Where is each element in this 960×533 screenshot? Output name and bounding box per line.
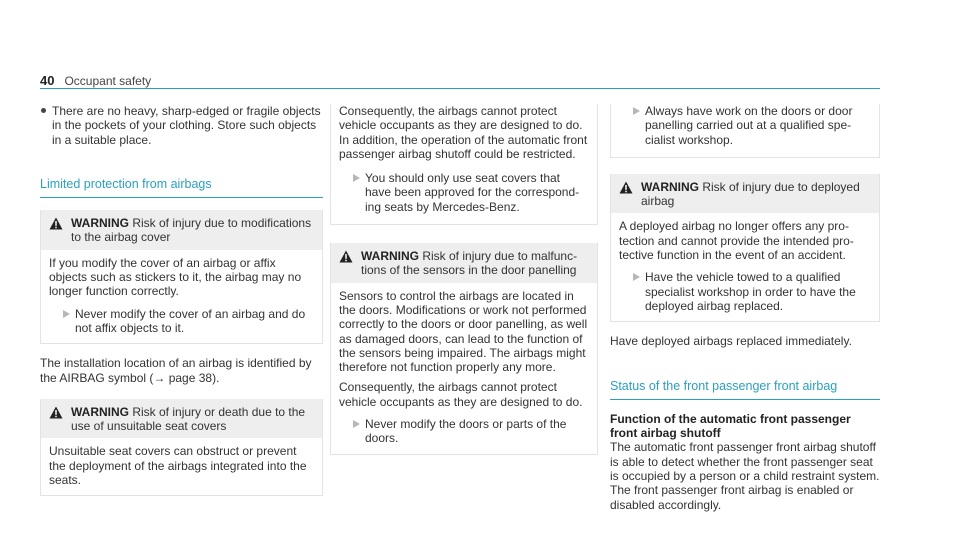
arrow-right-icon — [353, 174, 360, 182]
warning-label: WARNING — [71, 404, 129, 419]
warning-triangle-icon — [49, 217, 63, 230]
function-heading: Function of the automatic front passenger front airbag shutoff — [610, 411, 851, 441]
arrow-right-icon — [63, 310, 70, 318]
warning-label: WARNING — [71, 216, 129, 231]
bullet-text: There are no heavy, sharp-edged or fragile objects in the pockets of your clothing. Store such objects in a suitable place. — [52, 104, 321, 147]
action-text: Never modify the doors or parts of the doors. — [365, 417, 567, 446]
bullet-item — [40, 104, 323, 147]
warning-box-door-sensors — [330, 243, 598, 455]
status-heading: Status of the front passenger front airbag — [610, 379, 880, 400]
warning-body — [41, 250, 322, 343]
column-3 — [610, 104, 880, 512]
warning-box-seat-covers — [40, 399, 323, 496]
warning-text: If you modify the cover of an airbag or affix objects such as stickers to it, the airbag may no longer function correctly. — [49, 255, 302, 299]
warning-title: Risk of injury due to malfunctions of the sensors in the door panelling — [361, 249, 578, 278]
action-item — [339, 171, 589, 214]
warning-continuation — [330, 104, 598, 225]
action-item — [619, 104, 871, 147]
deployed-airbags-paragraph: Have deployed airbags replaced immediately. — [610, 334, 852, 349]
warning-box-deployed-airbag — [610, 174, 880, 322]
warning-header — [41, 399, 322, 439]
bullet-dot-icon — [41, 108, 46, 113]
action-text: Always have work on the doors or door panelling carried out at a qualified specialist workshop. — [645, 104, 853, 147]
warning-text: Consequently, the airbags cannot protect vehicle occupants as they are designed to do. — [339, 380, 583, 409]
warning-triangle-icon — [339, 250, 353, 263]
warning-triangle-icon — [619, 181, 633, 194]
page-header — [40, 74, 151, 88]
arrow-right-icon — [633, 107, 640, 115]
arrow-right-icon — [633, 273, 640, 281]
header-divider — [40, 88, 880, 89]
action-item — [339, 417, 589, 446]
warning-header — [331, 243, 597, 283]
warning-label: WARNING — [361, 249, 419, 264]
action-text: Never modify the cover of an airbag and do not affix objects to it. — [75, 306, 306, 335]
arrow-right-icon — [353, 420, 360, 428]
warning-text: A deployed airbag no longer offers any protection and cannot provide the intended protective function in the event of an accident. — [619, 219, 854, 263]
limited-protection-heading: Limited protection from airbags — [40, 177, 323, 198]
action-text: Have the vehicle towed to a qualified specialist workshop in order to have the deployed airbag replaced. — [645, 270, 856, 313]
warning-text: Unsuitable seat covers can obstruct or prevent the deployment of the airbags integrated into the seats. — [49, 444, 307, 488]
column-1 — [40, 104, 323, 496]
warning-header — [611, 174, 879, 214]
warning-header — [41, 210, 322, 250]
column-2 — [330, 104, 598, 455]
continuation-text: Consequently, the airbags cannot protect vehicle occupants as they are designed to do. In addition, the operation of the automatic front passenger airbag shutoff could be restricted. — [339, 104, 588, 161]
section-title: Occupant safety — [64, 74, 152, 88]
warning-label: WARNING — [641, 179, 699, 194]
warning-box-modifications — [40, 210, 323, 344]
warning-continuation — [610, 104, 880, 158]
warning-title: Risk of injury due to deployed airbag — [641, 179, 860, 209]
warning-text: Sensors to control the airbags are located in the doors. Modifications or work not performed correctly to the doors or door panelling, as well as damaged doors, can lead to the function of the sensors being impaired. The airbags might therefore not function properly any more. — [339, 288, 588, 375]
warning-triangle-icon — [49, 406, 63, 419]
function-body: The automatic front passenger front airbag shutoff is able to detect whether the front passenger seat is occupied by a person or a child restraint system. The front passenger front airbag is enabled or disabled accordingly. — [610, 440, 880, 512]
action-item — [619, 270, 871, 313]
install-location-paragraph: The installation location of an airbag is identified by the AIRBAG symbol (→ page 38). — [40, 356, 312, 385]
warning-body — [41, 438, 322, 495]
warning-title: Risk of injury due to modifications to the airbag cover — [71, 216, 312, 245]
warning-body — [331, 283, 597, 454]
page-number: 40 — [40, 73, 55, 88]
warning-body — [611, 213, 879, 321]
warning-title: Risk of injury or death due to the use of unsuitable seat covers — [71, 404, 306, 434]
action-item — [49, 307, 314, 336]
action-text: You should only use seat covers that have been approved for the corresponding seats by Mercedes-Benz. — [365, 171, 580, 214]
